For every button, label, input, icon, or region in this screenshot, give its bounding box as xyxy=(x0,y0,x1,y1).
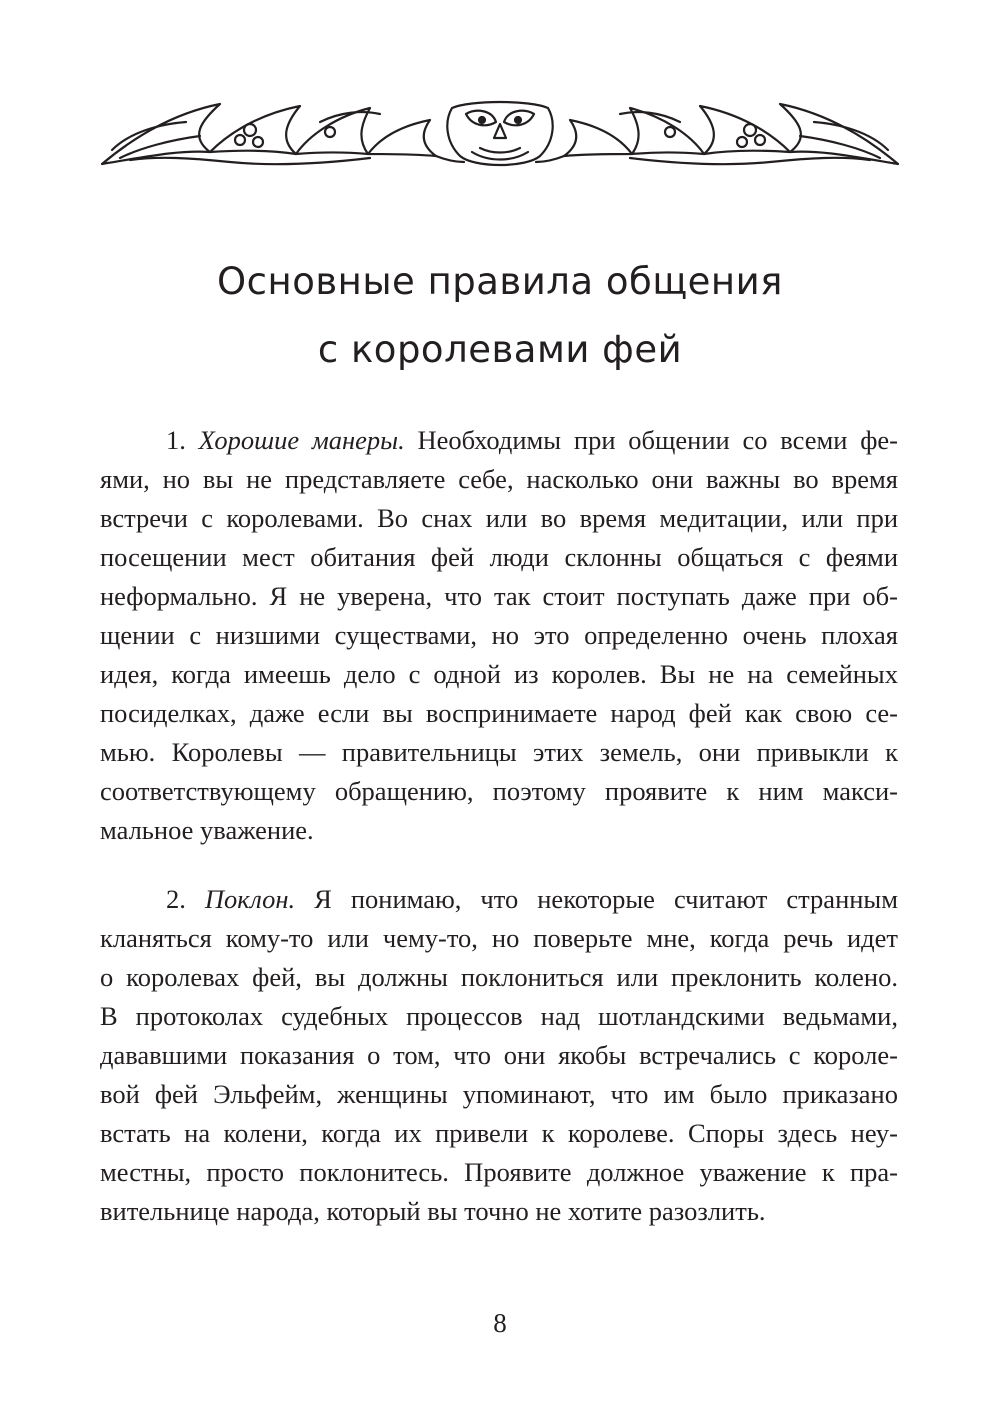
paragraph-line: идея, когда имеешь дело с одной из королев. Вы не на семейных xyxy=(100,659,898,689)
paragraph-good-manners xyxy=(100,421,898,850)
paragraph-line: посиделках, даже если вы воспринимаете народ фей как свою се- xyxy=(100,698,898,728)
page-title xyxy=(100,248,900,384)
paragraph-line: вой фей Эльфейм, женщины упоминают, что им было приказано xyxy=(100,1079,898,1109)
paragraph-text: Я понимаю, что некоторые считают странным xyxy=(295,884,899,914)
list-item-heading: Поклон. xyxy=(204,884,296,914)
paragraph-line: кланяться кому-то или чему-то, но поверьте мне, когда речь идет xyxy=(100,923,898,953)
list-item-heading: Хорошие манеры. xyxy=(198,425,405,455)
paragraph-line: соответствующему обращению, поэтому проявите к ним макси- xyxy=(100,776,898,806)
paragraph-line: ями, но вы не представляете себе, насколько они важны во время xyxy=(100,464,898,494)
paragraph-line: дававшими показания о том, что они якобы встречались с короле- xyxy=(100,1040,898,1070)
paragraph-line: встречи с королевами. Во снах или во время медитации, или при xyxy=(100,503,898,533)
paragraph-line: посещении мест обитания фей люди склонны общаться с феями xyxy=(100,542,898,572)
paragraph-line: щении с низшими существами, но это определенно очень плохая xyxy=(100,620,898,650)
paragraph-line xyxy=(100,880,898,919)
paragraph-text: Необходимы при общении со всеми фе- xyxy=(404,425,898,455)
paragraph-line: В протоколах судебных процессов над шотландскими ведьмами, xyxy=(100,1001,898,1031)
paragraph-line: мью. Королевы — правительницы этих земель, они привыкли к xyxy=(100,737,898,767)
floral-ornament-icon xyxy=(100,92,900,172)
paragraph-line xyxy=(100,421,898,460)
paragraph-line: мальное уважение. xyxy=(100,815,314,845)
paragraph-bow xyxy=(100,880,898,1231)
list-number: 2. xyxy=(166,884,205,914)
paragraph-line: встать на колени, когда их привели к королеве. Споры здесь неу- xyxy=(100,1118,898,1148)
page-number: 8 xyxy=(493,1308,507,1338)
paragraph-line: местны, просто поклонитесь. Проявите должное уважение к пра- xyxy=(100,1157,898,1187)
paragraph-line: о королевах фей, вы должны поклониться или преклонить колено. xyxy=(100,962,898,992)
title-line-1: Основные правила общения xyxy=(217,260,783,303)
paragraph-line: неформально. Я не уверена, что так стоит поступать даже при об- xyxy=(100,581,898,611)
paragraph-line: вительнице народа, который вы точно не хотите разозлить. xyxy=(100,1196,766,1226)
title-line-2: с королевами фей xyxy=(317,328,683,371)
list-number: 1. xyxy=(166,425,199,455)
